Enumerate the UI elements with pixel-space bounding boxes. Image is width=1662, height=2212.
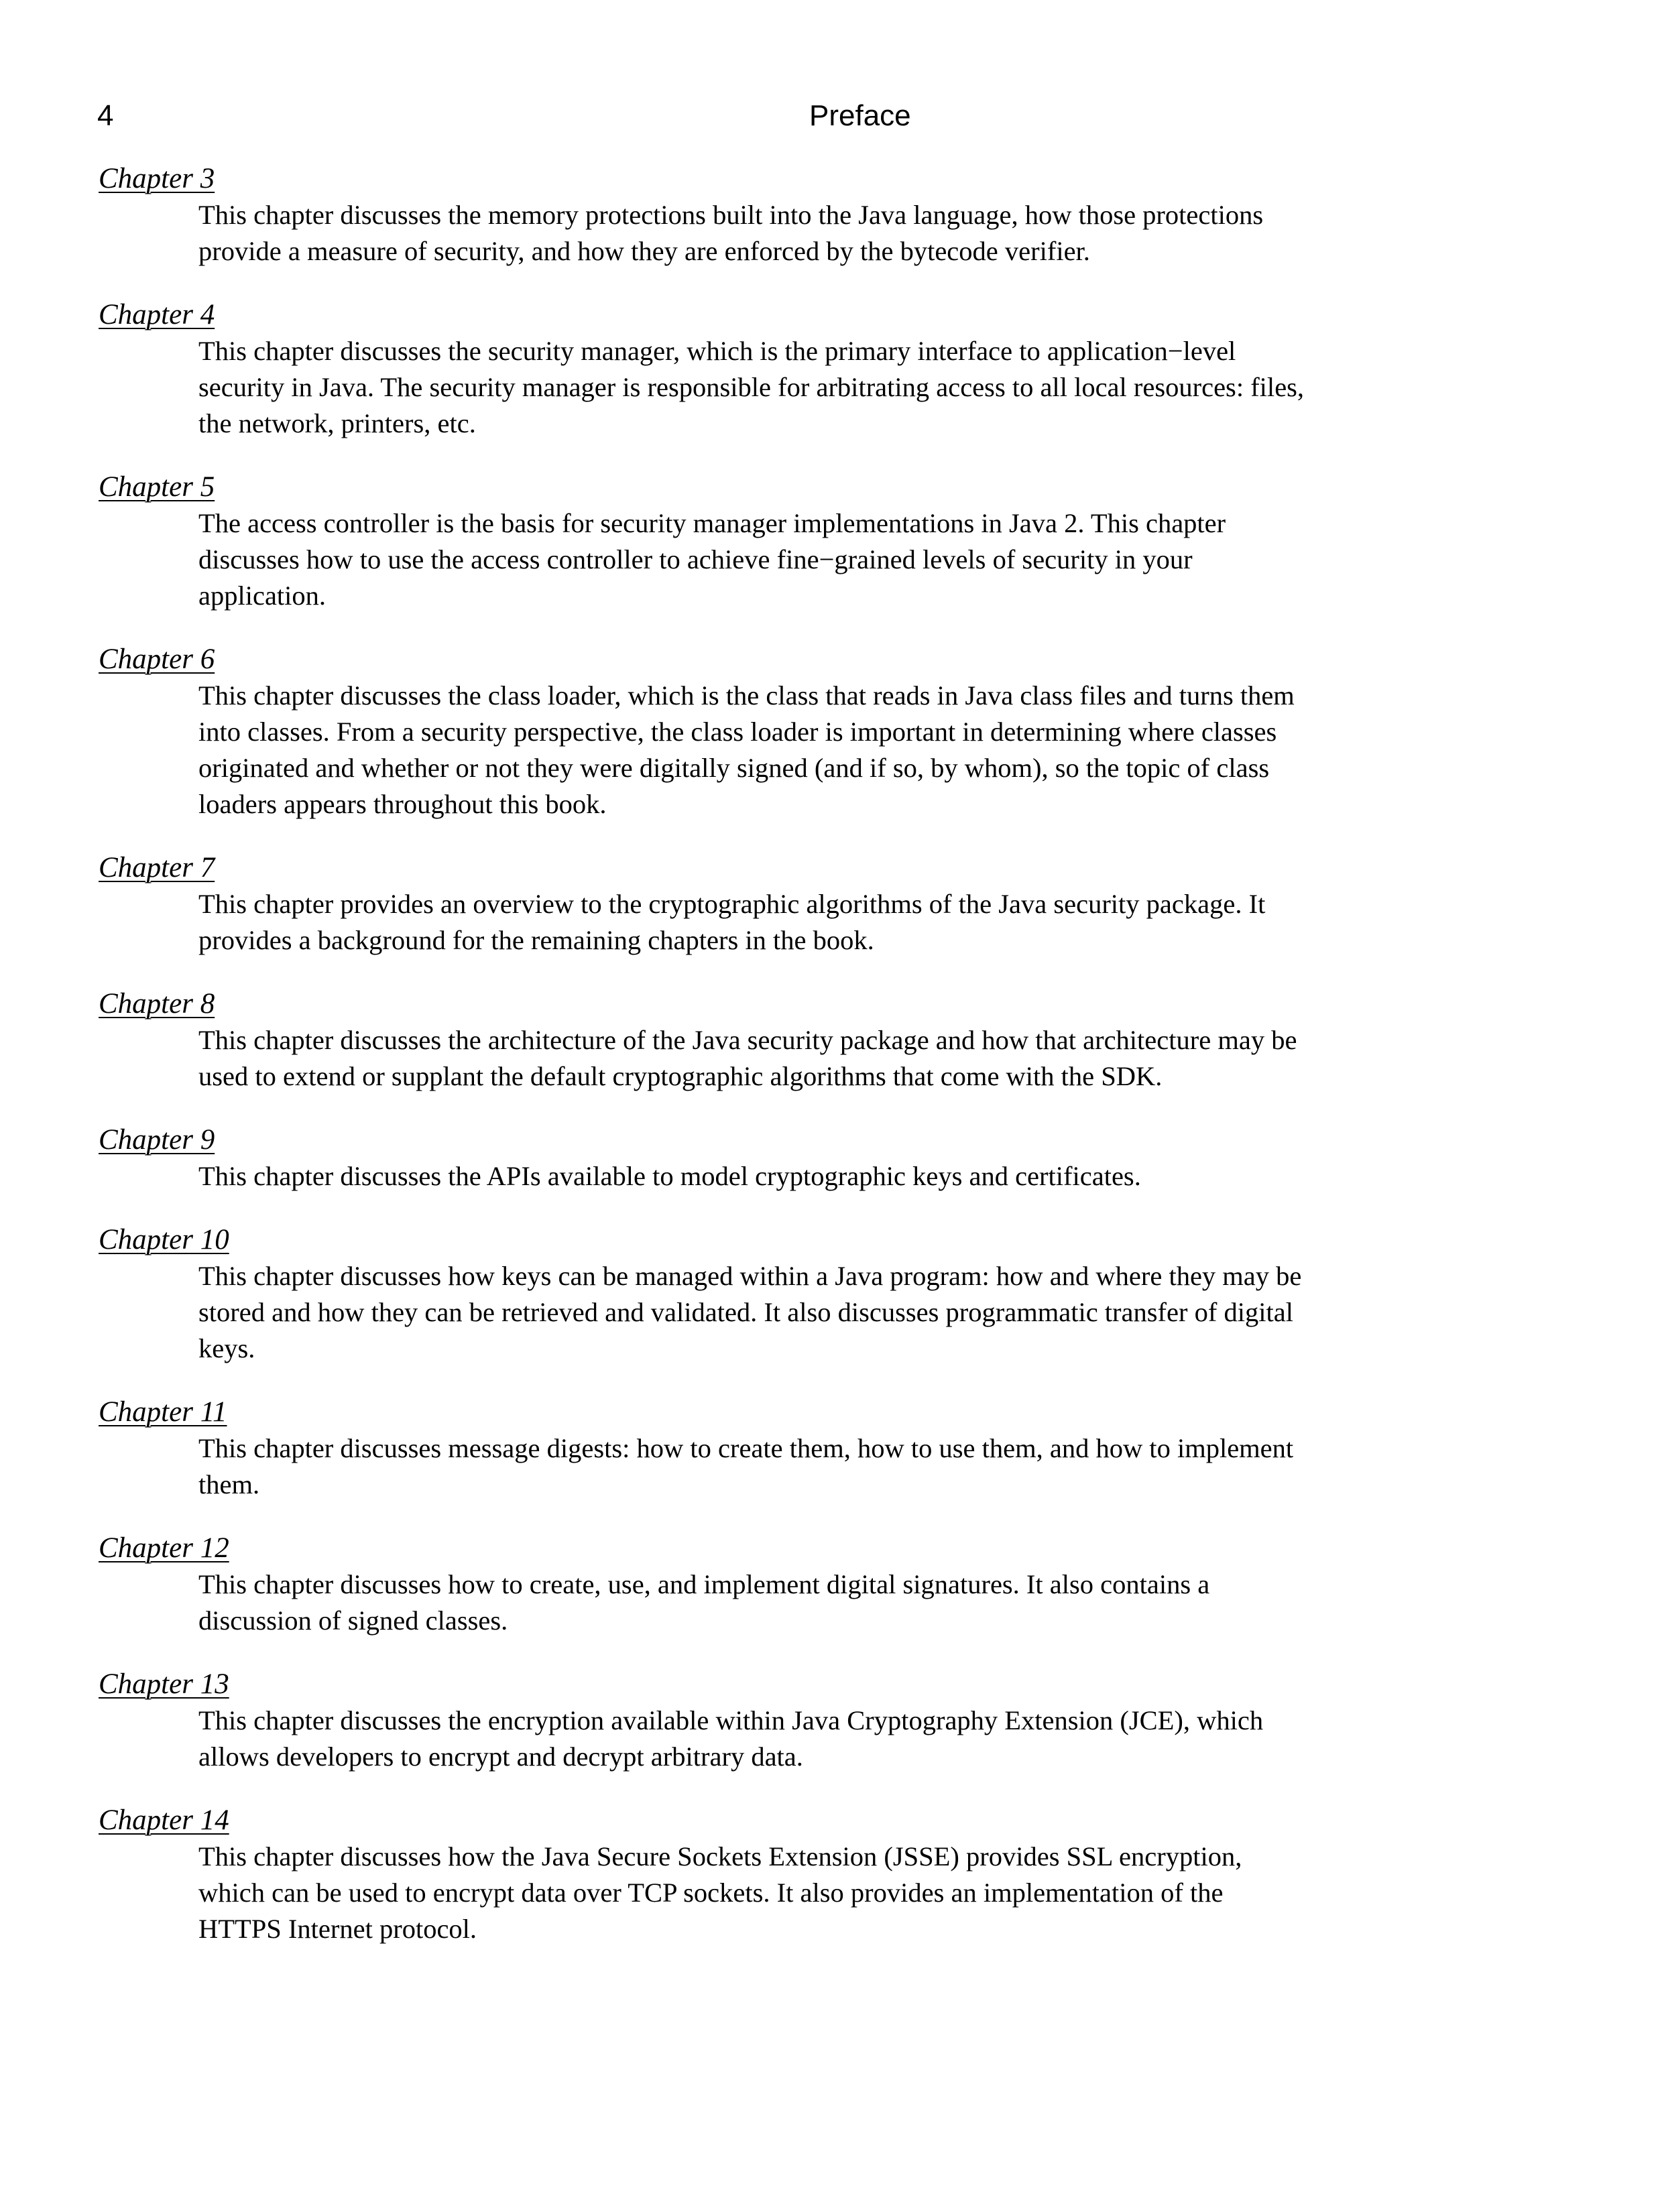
description-line: application. — [198, 580, 327, 611]
chapter-title-link[interactable]: Chapter 5 — [99, 471, 215, 503]
chapter-description — [198, 678, 1529, 822]
description-line: This chapter discusses the security manager, which is the primary interface to application−level — [198, 336, 1236, 366]
description-line: This chapter discusses how to create, use, and implement digital signatures. It also contains a — [198, 1569, 1210, 1599]
chapter-title-link[interactable]: Chapter 10 — [99, 1224, 229, 1255]
chapter-entry — [99, 1802, 1439, 1947]
chapter-description — [198, 1703, 1529, 1775]
chapter-title-link[interactable]: Chapter 14 — [99, 1804, 229, 1836]
running-title: Preface — [809, 99, 911, 132]
description-line: This chapter discusses how the Java Secure Sockets Extension (JSSE) provides SSL encryption, — [198, 1841, 1242, 1871]
chapter-title-link[interactable]: Chapter 11 — [99, 1396, 227, 1428]
description-line: discusses how to use the access controller to achieve fine−grained levels of security in your — [198, 544, 1193, 574]
description-line: into classes. From a security perspective, the class loader is important in determining where classes — [198, 717, 1277, 747]
description-line: The access controller is the basis for security manager implementations in Java 2. This chapter — [198, 508, 1226, 538]
description-line: which can be used to encrypt data over TCP sockets. It also provides an implementation of the — [198, 1878, 1224, 1908]
description-line: This chapter provides an overview to the cryptographic algorithms of the Java security package. It — [198, 889, 1266, 919]
description-line: This chapter discusses the class loader, which is the class that reads in Java class files and turns them — [198, 680, 1295, 711]
chapter-description — [198, 1430, 1529, 1503]
chapter-title-link[interactable]: Chapter 7 — [99, 852, 215, 883]
description-line: This chapter discusses how keys can be managed within a Java program: how and where they may be — [198, 1261, 1302, 1291]
description-line: the network, printers, etc. — [198, 408, 476, 438]
description-line: stored and how they can be retrieved and validated. It also discusses programmatic transfer of digital — [198, 1297, 1293, 1327]
description-line: keys. — [198, 1333, 255, 1363]
page-number: 4 — [97, 99, 114, 132]
description-line: allows developers to encrypt and decrypt arbitrary data. — [198, 1741, 803, 1772]
chapter-description — [198, 197, 1529, 269]
chapter-list — [99, 161, 1439, 1975]
description-line: This chapter discusses the memory protections built into the Java language, how those protections — [198, 200, 1264, 230]
description-line: This chapter discusses the architecture of the Java security package and how that architecture may be — [198, 1025, 1297, 1055]
description-line: security in Java. The security manager is responsible for arbitrating access to all local resources: files, — [198, 372, 1305, 402]
chapter-description — [198, 1258, 1529, 1367]
chapter-entry — [99, 161, 1439, 269]
chapter-description — [198, 333, 1529, 442]
description-line: provides a background for the remaining chapters in the book. — [198, 925, 874, 955]
description-line: them. — [198, 1469, 260, 1499]
chapter-entry — [99, 641, 1439, 822]
chapter-description — [198, 505, 1529, 614]
running-head — [97, 99, 1438, 139]
description-line: HTTPS Internet protocol. — [198, 1914, 477, 1944]
chapter-entry — [99, 1122, 1439, 1194]
chapter-title-link[interactable]: Chapter 13 — [99, 1668, 229, 1700]
chapter-entry — [99, 850, 1439, 959]
chapter-description — [198, 1839, 1529, 1947]
chapter-description — [198, 1158, 1529, 1194]
description-line: originated and whether or not they were digitally signed (and if so, by whom), so the topic of class — [198, 753, 1270, 783]
chapter-description — [198, 886, 1529, 959]
chapter-entry — [99, 1222, 1439, 1367]
chapter-description — [198, 1022, 1529, 1095]
chapter-description — [198, 1566, 1529, 1639]
description-line: This chapter discusses the encryption available within Java Cryptography Extension (JCE), which — [198, 1705, 1264, 1735]
chapter-entry — [99, 1394, 1439, 1503]
description-line: discussion of signed classes. — [198, 1605, 508, 1636]
description-line: used to extend or supplant the default cryptographic algorithms that come with the SDK. — [198, 1061, 1163, 1091]
description-line: loaders appears throughout this book. — [198, 789, 607, 819]
chapter-title-link[interactable]: Chapter 6 — [99, 643, 215, 675]
chapter-title-link[interactable]: Chapter 4 — [99, 299, 215, 330]
chapter-entry — [99, 1530, 1439, 1639]
chapter-title-link[interactable]: Chapter 8 — [99, 988, 215, 1020]
chapter-title-link[interactable]: Chapter 9 — [99, 1124, 215, 1156]
chapter-entry — [99, 297, 1439, 442]
description-line: This chapter discusses the APIs available to model cryptographic keys and certificates. — [198, 1161, 1141, 1191]
chapter-entry — [99, 1666, 1439, 1775]
chapter-title-link[interactable]: Chapter 3 — [99, 163, 215, 194]
chapter-title-link[interactable]: Chapter 12 — [99, 1532, 229, 1564]
description-line: This chapter discusses message digests: how to create them, how to use them, and how to implement — [198, 1433, 1294, 1463]
chapter-entry — [99, 469, 1439, 614]
description-line: provide a measure of security, and how they are enforced by the bytecode verifier. — [198, 236, 1090, 266]
chapter-entry — [99, 986, 1439, 1095]
